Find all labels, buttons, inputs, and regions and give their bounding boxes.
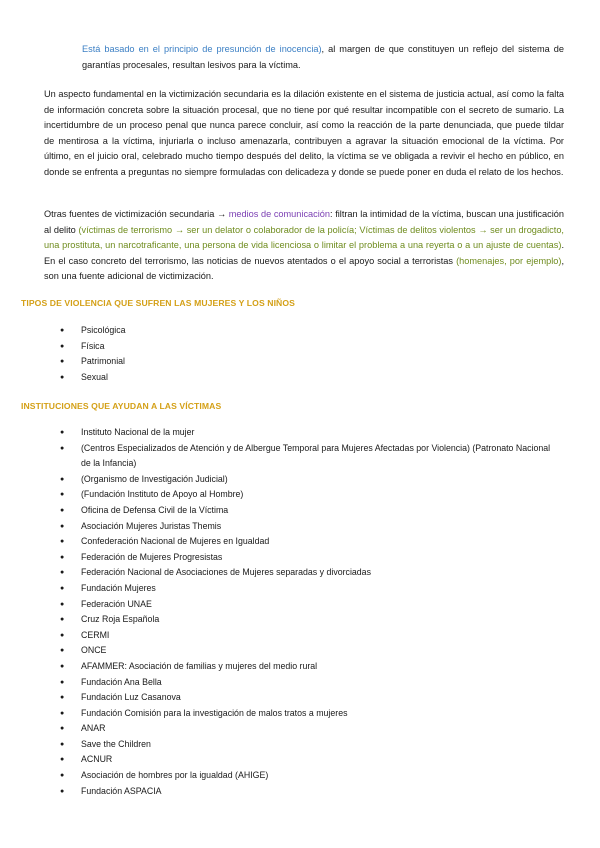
list-item-label: Confederación Nacional de Mujeres en Igualdad — [81, 536, 270, 547]
list-item-label: Fundación Mujeres — [81, 582, 156, 593]
bullet-icon: ● — [60, 740, 65, 748]
list-tipos-violencia — [60, 323, 560, 385]
list-item — [60, 487, 560, 503]
bullet-icon: ● — [60, 662, 65, 670]
list-item — [60, 565, 560, 581]
list-item-label: ACNUR — [81, 754, 113, 765]
paragraph-presuncion — [82, 42, 564, 73]
list-item-label: AFAMMER: Asociación de familias y mujeres del medio rural — [81, 660, 318, 671]
paragraph-dilacion: Un aspecto fundamental en la victimización secundaria es la dilación existente en el sistema de justicia actual, así como la falta de información concreta sobre la situación procesal, que no tiene por qué resultar incompatible con el secreto de sumario. La incertidumbre de un proceso penal que nunca parece concluir, así como la reacción de la parte denunciada, que puede tildar de mentirosa a la víctima, injuriarla o incluso amenazarla, contribuyen a agravar la situación emocional de la víctima. Por último, en el juicio oral, celebrado mucho tiempo después del delito, la víctima se ve obligada a revivir el hecho en público, en donde se enfrenta a preguntas no siempre formuladas con delicadeza y donde se puede poner en duda el relato de los hechos. — [44, 89, 564, 177]
bullet-icon: ● — [60, 694, 65, 702]
list-item-label: ANAR — [81, 723, 106, 734]
list-instituciones — [60, 425, 560, 799]
list-item-label: Asociación Mujeres Juristas Themis — [81, 520, 222, 531]
heading-instituciones: INSTITUCIONES QUE AYUDAN A LAS VÍCTIMAS — [21, 401, 222, 411]
list-item-label: Save the Children — [81, 738, 151, 749]
list-item-label: Federación Nacional de Asociaciones de Mujeres separadas y divorciadas — [81, 567, 371, 578]
bullet-icon: ● — [60, 538, 65, 546]
bullet-icon: ● — [60, 522, 65, 530]
list-item — [60, 550, 560, 566]
paragraph3-examples: (víctimas de terrorismo → ser un delator o colaborador de la policía; Víctimas de delitos violentos → ser un drogadicto, una prostituta, un narcotraficante, una persona de vida licenciosa o limitar el problema a una reyerta o a un ajuste de cuentas) — [44, 224, 564, 251]
bullet-icon: ● — [60, 475, 65, 483]
paragraph1-highlight: Está basado en el principio de presunción de inocencia) — [82, 44, 322, 54]
list-item-label: Fundación Ana Bella — [81, 676, 162, 687]
bullet-icon: ● — [60, 709, 65, 717]
list-item — [60, 768, 560, 784]
list-item — [60, 643, 560, 659]
list-item-label: Sexual — [81, 371, 108, 382]
list-item — [60, 370, 560, 386]
list-item-label: Fundación Comisión para la investigación de malos tratos a mujeres — [81, 707, 348, 718]
list-item-label: Federación de Mujeres Progresistas — [81, 551, 223, 562]
list-item-label: Psicológica — [81, 325, 126, 335]
list-item-label: Cruz Roja Española — [81, 614, 160, 625]
list-item — [60, 706, 560, 722]
heading-tipos-violencia: TIPOS DE VIOLENCIA QUE SUFREN LAS MUJERES Y LOS NIÑOS — [21, 298, 295, 308]
list-item — [60, 323, 560, 339]
bullet-icon: ● — [60, 491, 65, 499]
paragraph3-media: medios de comunicación — [228, 209, 331, 219]
list-item — [60, 675, 560, 691]
bullet-icon: ● — [60, 342, 65, 350]
list-item-label: ONCE — [81, 645, 107, 656]
bullet-icon: ● — [60, 616, 65, 624]
bullet-icon: ● — [60, 569, 65, 577]
paragraph1-rest: , al margen de que constituyen un reflejo del sistema de garantías procesales, resultan lesivos para la víctima. — [82, 44, 565, 70]
list-item-label: CERMI — [81, 629, 110, 640]
list-item — [60, 339, 560, 355]
list-item-label: Patrimonial — [81, 356, 126, 367]
list-item-label: Fundación Luz Casanova — [81, 692, 181, 703]
paragraph3-mid2: . En el caso concreto del terrorismo, las noticias de nuevos atentados o el apoyo social a terroristas — [44, 240, 564, 266]
list-item — [60, 721, 560, 737]
list-item — [60, 737, 560, 753]
list-item — [60, 503, 560, 519]
list-item — [60, 534, 560, 550]
bullet-icon: ● — [60, 358, 65, 366]
list-item-label: Oficina de Defensa Civil de la Víctima — [81, 504, 229, 515]
list-item-label: Física — [81, 340, 105, 351]
list-item-label: Federación UNAE — [81, 598, 152, 609]
bullet-icon: ● — [60, 756, 65, 764]
paragraph3-end: , son una fuente adicional de victimización. — [44, 255, 564, 282]
paragraph3-start: Otras fuentes de victimización secundaria → — [44, 209, 229, 219]
list-item-label: (Organismo de Investigación Judicial) — [81, 473, 228, 484]
bullet-icon: ● — [60, 600, 65, 608]
list-item-label: Instituto Nacional de la mujer — [81, 427, 195, 437]
bullet-icon: ● — [60, 553, 65, 561]
list-item-label: Fundación ASPACIA — [81, 785, 162, 796]
bullet-icon: ● — [60, 678, 65, 686]
bullet-icon: ● — [60, 429, 65, 436]
list-item — [60, 628, 560, 644]
paragraph3-homenajes: (homenajes, por ejemplo) — [456, 255, 562, 266]
bullet-icon: ● — [60, 787, 65, 795]
bullet-icon: ● — [60, 647, 65, 655]
list-item — [60, 441, 560, 472]
bullet-icon: ● — [60, 725, 65, 733]
list-item — [60, 472, 560, 488]
bullet-icon: ● — [60, 506, 65, 514]
list-item — [60, 690, 560, 706]
list-item — [60, 612, 560, 628]
list-item — [60, 581, 560, 597]
list-item — [60, 597, 560, 613]
bullet-icon: ● — [60, 631, 65, 639]
paragraph3-mid: : filtran la intimidad de la víctima, buscan una justificación al delito — [44, 209, 564, 235]
list-item — [60, 425, 560, 441]
list-item-label: Asociación de hombres por la igualdad (AHIGE) — [81, 770, 269, 781]
list-item — [60, 354, 560, 370]
list-item-label: (Fundación Instituto de Apoyo al Hombre) — [81, 489, 244, 500]
bullet-icon: ● — [60, 327, 65, 334]
bullet-icon: ● — [60, 444, 65, 452]
list-item — [60, 519, 560, 535]
list-item — [60, 784, 560, 800]
list-item-label: (Centros Especializados de Atención y de Albergue Temporal para Mujeres Afectadas por Violencia) (Patronato Nacional de la Infancia) — [81, 442, 551, 469]
paragraph-otras-fuentes — [44, 207, 564, 285]
list-item — [60, 659, 560, 675]
bullet-icon: ● — [60, 772, 65, 780]
bullet-icon: ● — [60, 373, 65, 381]
list-item — [60, 752, 560, 768]
bullet-icon: ● — [60, 584, 65, 592]
